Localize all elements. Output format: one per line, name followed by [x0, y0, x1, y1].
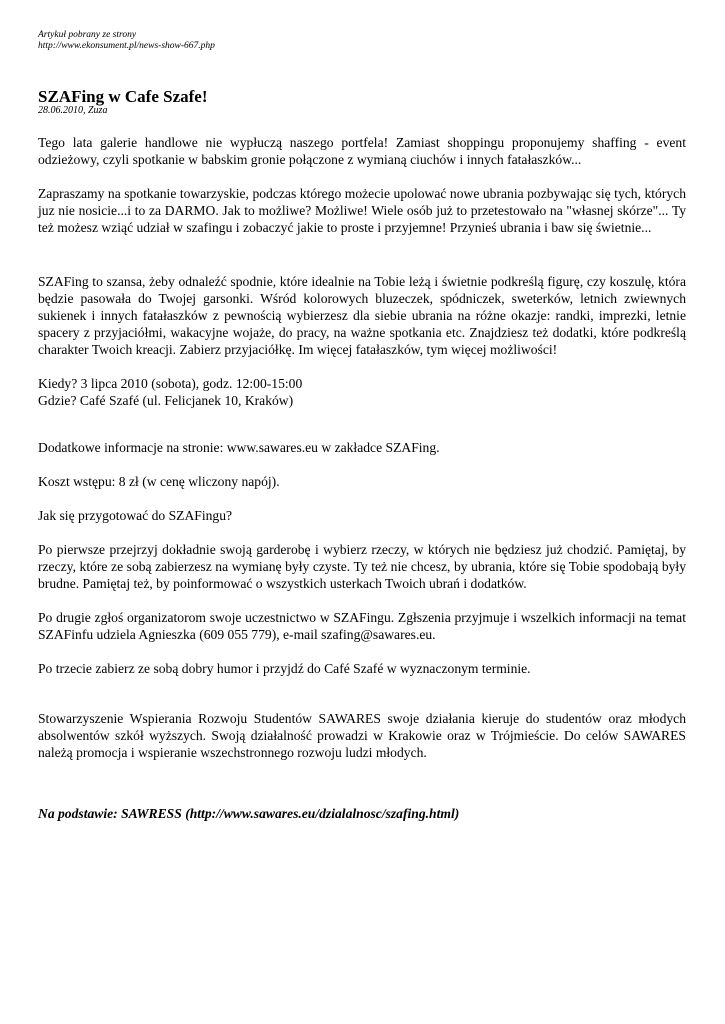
- event-where: Gdzie? Café Szafé (ul. Felicjanek 10, Kraków): [38, 393, 294, 408]
- organization-info: Stowarzyszenie Wspierania Rozwoju Studentów SAWARES swoje działania kieruje do studentów oraz młodych absolwentów szkół wyższych. Swoją działalność prowadzi w Krakowie oraz w Trójmieście. Do celów SAWARES należą promocja i wspieranie wszechstronnego rozwoju ludzi młodych.: [38, 711, 686, 760]
- document-page: [38, 30, 686, 822]
- source-footer: Na podstawie: SAWRESS (http://www.sawares.eu/dzialalnosc/szafing.html): [38, 806, 460, 821]
- step-first: Po pierwsze przejrzyj dokładnie swoją garderobę i wybierz rzeczy, w których nie będziesz już chodzić. Pamiętaj, by rzeczy, które ze sobą zabierzesz na wymianę były czyste. Ty też nie chcesz, by ubrania, które się Tobie spodobają były brudne. Pamiętaj też, by poinformować o wszystkich usterkach Twoich ubrań i dodatków.: [38, 542, 686, 591]
- paragraph-intro: Tego lata galerie handlowe nie wypłuczą naszego portfela! Zamiast shoppingu proponujemy shaffing - event odzieżowy, czyli spotkanie w babskim gronie połączone z wymianą ciuchów i innych fatałaszków...: [38, 135, 686, 167]
- article-title: SZAFing w Cafe Szafe!: [38, 87, 208, 106]
- step-third: Po trzecie zabierz ze sobą dobry humor i przyjdź do Café Szafé w wyznaczonym terminie.: [38, 661, 531, 676]
- source-label: Artykuł pobrany ze strony: [38, 30, 137, 40]
- source-note: [38, 30, 686, 52]
- step-second: Po drugie zgłoś organizatorom swoje uczestnictwo w SZAFingu. Zgłszenia przyjmuje i wszelkich informacji na temat SZAFinfu udziela Agnieszka (609 055 779), e-mail szafing@sawares.eu.: [38, 610, 686, 642]
- preparation-heading: Jak się przygotować do SZAFingu?: [38, 508, 233, 523]
- paragraph-invite: Zapraszamy na spotkanie towarzyskie, podczas którego możecie upolować nowe ubrania pozbywając się tych, których juz nie nosicie...i to za DARMO. Jak to możliwe? Możliwe! Wiele osób już to przetestowało na "własnej skórze"... Ty też możesz wziąć udział w szafingu i zobaczyć jakie to proste i przyjemne! Przynieś ubrania i baw się świetnie...: [38, 186, 686, 235]
- article-byline: 28.06.2010, Zuza: [38, 105, 108, 116]
- paragraph-szafing: SZAFing to szansa, żeby odnaleźć spodnie, które idealnie na Tobie leżą i świetnie podkreślą figurę, czy koszulę, która będzie pasowała do Twojej garsonki. Wśród kolorowych bluzeczek, spódniczek, sweterków, letnich zwiewnych sukienek i innych fatałaszków z pewnością wybierzesz dla siebie ubrania na różne okazje: randki, imprezki, letnie spacery z przyjaciółmi, wakacyjne wojaże, do pracy, na ważne spotkania etc. Znajdziesz też dodatki, które podkreślą charakter Twoich kreacji. Zabierz przyjaciółkę. Im więcej fatałaszków, tym więcej możliwości!: [38, 274, 686, 357]
- event-when: Kiedy? 3 lipca 2010 (sobota), godz. 12:00-15:00: [38, 376, 303, 391]
- source-url: http://www.ekonsument.pl/news-show-667.php: [38, 41, 215, 51]
- entry-cost: Koszt wstępu: 8 zł (w cenę wliczony napój).: [38, 474, 280, 489]
- additional-info: Dodatkowe informacje na stronie: www.sawares.eu w zakładce SZAFing.: [38, 440, 440, 455]
